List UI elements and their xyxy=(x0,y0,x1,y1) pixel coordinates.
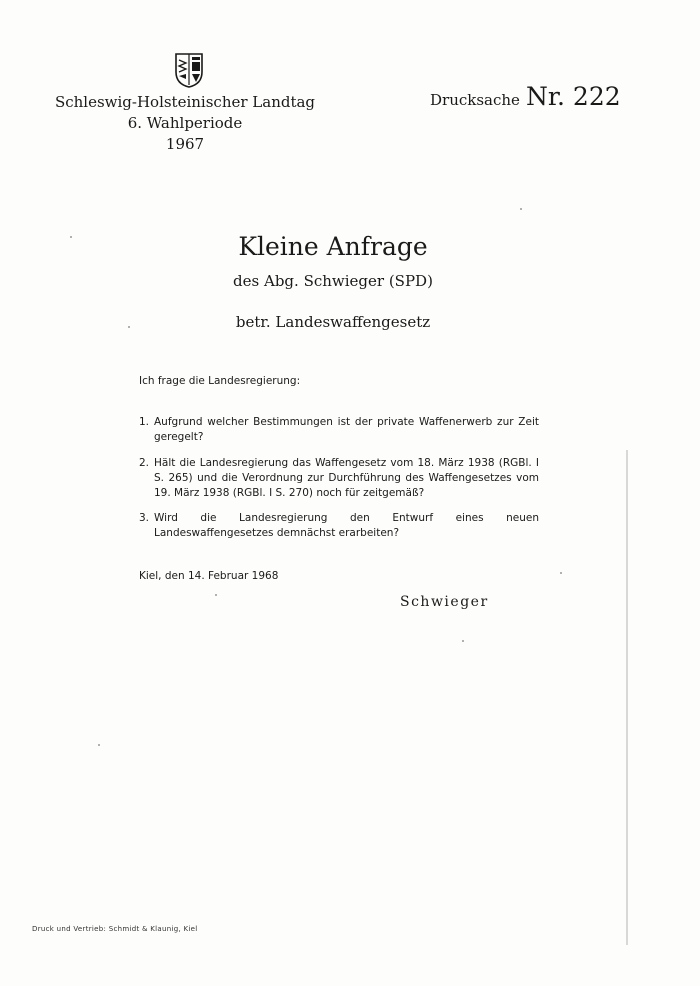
document-number-value: Nr. 222 xyxy=(525,82,621,111)
scan-speck xyxy=(98,744,100,746)
question-text: Aufgrund welcher Bestimmungen ist der private Waffenerwerb zur Zeit geregelt? xyxy=(154,416,539,443)
parliament-name: Schleswig-Holsteinischer Landtag xyxy=(54,93,316,111)
question-item xyxy=(139,456,539,501)
scan-speck xyxy=(462,640,464,642)
scan-speck xyxy=(215,594,217,596)
issuer-block xyxy=(40,92,330,155)
document-subject: betr. Landeswaffengesetz xyxy=(235,313,431,331)
state-coat-of-arms-icon xyxy=(174,52,204,88)
place-date: Kiel, den 14. Februar 1968 xyxy=(139,570,279,582)
question-number: 2. xyxy=(139,457,150,469)
scan-speck xyxy=(520,208,522,210)
drucksache-label: Drucksache xyxy=(430,91,520,109)
question-number: 1. xyxy=(139,416,150,428)
issuer-year: 1967 xyxy=(165,135,205,153)
document-title: Kleine Anfrage xyxy=(238,232,428,261)
signature: Schwieger xyxy=(400,594,489,610)
question-item xyxy=(139,415,539,445)
scan-speck xyxy=(560,572,562,574)
question-text: Hält die Landesregierung das Waffengesetz vom 18. März 1938 (RGBl. I S. 265) und die Verordnung zur Durchführung des Waffengesetzes vom 19. März 1938 (RGBl. I S. 270) noch für zeitgemäß? xyxy=(154,457,539,499)
question-item xyxy=(139,511,539,541)
document-subtitle: des Abg. Schwieger (SPD) xyxy=(233,272,433,290)
printer-imprint: Druck und Vertrieb: Schmidt & Klaunig, Kiel xyxy=(32,925,198,933)
question-text: Wird die Landesregierung den Entwurf eines neuen Landeswaffengesetzes demnächst erarbeiten? xyxy=(154,512,539,539)
intro-text: Ich frage die Landesregierung: xyxy=(139,375,301,387)
question-number: 3. xyxy=(139,512,150,524)
page-edge-shadow xyxy=(626,450,628,945)
scan-speck xyxy=(128,326,130,328)
scan-speck xyxy=(70,236,72,238)
legislative-period: 6. Wahlperiode xyxy=(127,114,243,132)
document-number xyxy=(430,82,621,111)
